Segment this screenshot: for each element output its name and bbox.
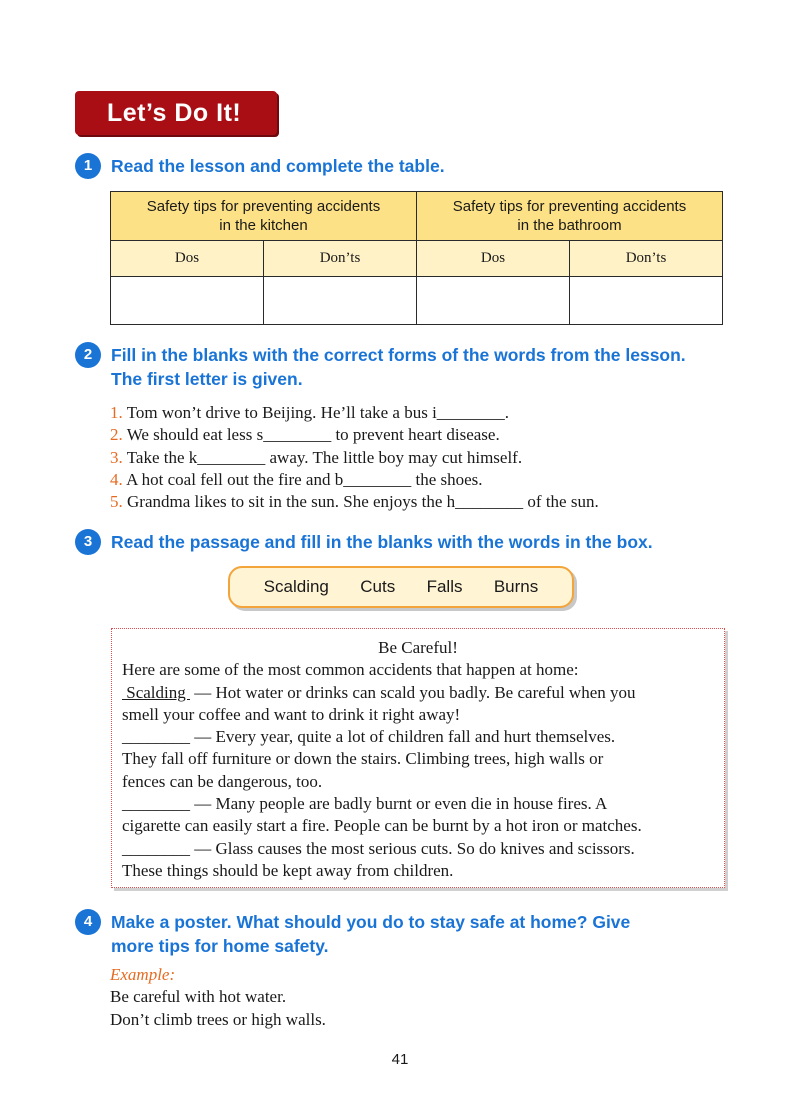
example-answer: Scalding: [122, 682, 190, 702]
sentence-text: Tom won’t drive to Beijing. He’ll take a bus i________.: [126, 403, 510, 422]
kitchen-header: [111, 192, 417, 241]
passage-line: smell your coffee and want to drink it right away!: [122, 704, 461, 724]
passage-line: These things should be kept away from children.: [122, 860, 454, 880]
sentence-text: A hot coal fell out the fire and b________ the shoes.: [126, 469, 483, 489]
word-box: [228, 566, 574, 608]
section-number-4: 4: [75, 909, 101, 935]
section-3-heading: [75, 530, 653, 555]
passage-line: ________ — Every year, quite a lot of children fall and hurt themselves.: [122, 727, 616, 747]
passage-line: cigarette can easily start a fire. People can be burnt by a hot iron or matches.: [122, 816, 642, 836]
word-option: Scalding: [263, 577, 329, 596]
section-4-title-line1: Make a poster. What should you do to stay safe at home? Give: [111, 912, 631, 932]
passage-line: ________ — Glass causes the most serious cuts. So do knives and scissors.: [122, 838, 635, 858]
sentence-item: [110, 424, 599, 446]
passage-line: ________ — Many people are badly burnt or even die in house fires. A: [122, 794, 608, 814]
section-4-heading: [75, 910, 630, 958]
example-label: Example:: [110, 965, 176, 984]
page-number: 41: [391, 1051, 409, 1068]
section-number-3: 3: [75, 529, 101, 555]
sentence-number: 3.: [110, 447, 123, 467]
kitchen-header-line1: Safety tips for preventing accidents: [146, 198, 381, 215]
bathroom-dos-header: Dos: [417, 241, 570, 277]
safety-tips-table: [110, 191, 723, 325]
sentence-item: [110, 469, 599, 491]
passage-box: [111, 628, 725, 888]
passage-intro: Here are some of the most common accidents that happen at home:: [122, 660, 579, 680]
bathroom-dos-cell[interactable]: [417, 277, 570, 325]
sentence-number: 2.: [110, 425, 123, 445]
sentence-item: [110, 402, 599, 424]
sentence-text: We should eat less s________ to prevent heart disease.: [126, 425, 500, 445]
lets-do-it-banner: [75, 91, 277, 135]
section-3-title: Read the passage and fill in the blanks with the words in the box.: [111, 532, 653, 552]
section-2-heading: [75, 343, 686, 391]
bathroom-header: [417, 192, 723, 241]
bathroom-header-line1: Safety tips for preventing accidents: [452, 198, 687, 215]
fill-in-sentences: [110, 402, 599, 513]
passage-line-text: — Hot water or drinks can scald you badly. Be careful when you: [190, 682, 636, 702]
section-2-title-line1: Fill in the blanks with the correct forms of the words from the lesson.: [111, 345, 686, 365]
section-2-title-line2: The first letter is given.: [111, 369, 303, 389]
kitchen-donts-header: Don’ts: [264, 241, 417, 277]
passage-line: fences can be dangerous, too.: [122, 771, 323, 791]
bathroom-donts-cell[interactable]: [570, 277, 723, 325]
section-4-title-line2: more tips for home safety.: [111, 936, 329, 956]
passage-title: Be Careful!: [378, 638, 458, 657]
example-block: [110, 964, 326, 1031]
sentence-item: [110, 447, 599, 469]
kitchen-dos-cell[interactable]: [111, 277, 264, 325]
kitchen-donts-cell[interactable]: [264, 277, 417, 325]
kitchen-dos-header: Dos: [111, 241, 264, 277]
section-number-2: 2: [75, 342, 101, 368]
sentence-item: [110, 491, 599, 513]
sentence-number: 1.: [110, 403, 123, 422]
section-number-1: 1: [75, 153, 101, 179]
word-option: Burns: [493, 577, 539, 596]
sentence-number: 4.: [110, 469, 123, 489]
passage-line: They fall off furniture or down the stairs. Climbing trees, high walls or: [122, 749, 604, 769]
banner-title: Let’s Do It!: [107, 98, 242, 127]
bathroom-donts-header: Don’ts: [570, 241, 723, 277]
word-option: Falls: [426, 577, 463, 596]
sentence-text: Grandma likes to sit in the sun. She enjoys the h________ of the sun.: [127, 492, 599, 512]
word-option: Cuts: [360, 577, 396, 596]
example-line: Don’t climb trees or high walls.: [110, 1009, 326, 1029]
kitchen-header-line2: in the kitchen: [219, 217, 308, 234]
section-1-title: Read the lesson and complete the table.: [111, 156, 445, 176]
bathroom-header-line2: in the bathroom: [517, 217, 622, 234]
section-1-heading: [75, 154, 445, 179]
passage-line: [122, 682, 714, 704]
example-line: Be careful with hot water.: [110, 987, 287, 1007]
sentence-text: Take the k________ away. The little boy may cut himself.: [126, 447, 523, 467]
sentence-number: 5.: [110, 492, 123, 512]
